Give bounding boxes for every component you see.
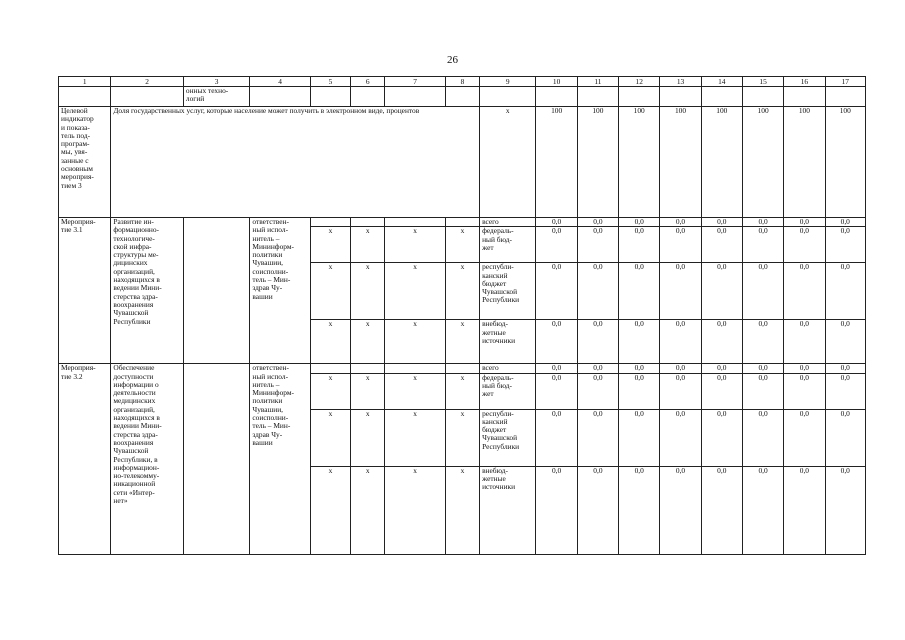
funding-value: 0,0 — [619, 409, 660, 466]
funding-value: 0,0 — [577, 373, 618, 409]
funding-value: 0,0 — [742, 364, 783, 373]
budget-code: x — [351, 320, 385, 364]
budget-code: x — [310, 373, 350, 409]
measure-description: Обеспечение доступности информации о деятельности медицинских организаций, находящихся в ведении Мини- стерства здра- воохранения Чувашской Республики, в информацион- но-телекомму- никационной сети «Интер- нет» — [111, 364, 184, 554]
funding-value: 0,0 — [742, 373, 783, 409]
funding-source: всего — [480, 364, 536, 373]
funding-value: 0,0 — [619, 218, 660, 227]
funding-value: 0,0 — [660, 218, 701, 227]
column-number: 13 — [660, 77, 701, 87]
funding-value: 0,0 — [660, 320, 701, 364]
budget-code: x — [445, 227, 479, 263]
funding-value: 0,0 — [825, 227, 865, 263]
budget-code: x — [445, 466, 479, 554]
budget-code — [445, 218, 479, 227]
funding-value: 0,0 — [825, 409, 865, 466]
funding-value: 0,0 — [742, 227, 783, 263]
funding-value: 0,0 — [825, 218, 865, 227]
funding-value: 0,0 — [619, 466, 660, 554]
budget-code: x — [445, 263, 479, 320]
funding-value: 0,0 — [784, 263, 825, 320]
funding-value: 0,0 — [784, 364, 825, 373]
funding-value: 0,0 — [701, 227, 742, 263]
funding-value: 0,0 — [536, 466, 577, 554]
budget-code: x — [310, 320, 350, 364]
indicator-label: Целевой индикатор и показа- тель под- програм- мы, увя- занные с основным мероприя- тием 3 — [59, 107, 111, 218]
indicator-value: 100 — [701, 107, 742, 218]
indicator-value: 100 — [577, 107, 618, 218]
column-number: 12 — [619, 77, 660, 87]
funding-source: федераль- ный бюд- жет — [480, 227, 536, 263]
column-number: 1 — [59, 77, 111, 87]
column-number: 5 — [310, 77, 350, 87]
budget-code: x — [385, 373, 445, 409]
funding-value: 0,0 — [660, 263, 701, 320]
indicator-value: 100 — [742, 107, 783, 218]
funding-value: 0,0 — [536, 364, 577, 373]
funding-value: 0,0 — [536, 263, 577, 320]
funding-value: 0,0 — [577, 227, 618, 263]
column-number: 9 — [480, 77, 536, 87]
funding-source: федераль- ный бюд- жет — [480, 373, 536, 409]
column-number: 16 — [784, 77, 825, 87]
funding-value: 0,0 — [825, 320, 865, 364]
column-number: 8 — [445, 77, 479, 87]
budget-code: x — [385, 227, 445, 263]
funding-value: 0,0 — [701, 320, 742, 364]
funding-value: 0,0 — [742, 466, 783, 554]
measure-executor: ответствен- ный испол- нитель – Мининформ- политики Чувашии, соисполни- тель – Мин- здрав Чу- вашии — [250, 218, 310, 364]
funding-value: 0,0 — [742, 218, 783, 227]
funding-value: 0,0 — [619, 373, 660, 409]
budget-code: x — [445, 373, 479, 409]
indicator-value: 100 — [619, 107, 660, 218]
funding-value: 0,0 — [577, 466, 618, 554]
measure-row — [59, 364, 866, 373]
funding-source: республи- канский бюджет Чувашской Республики — [480, 263, 536, 320]
funding-value: 0,0 — [784, 409, 825, 466]
funding-value: 0,0 — [742, 263, 783, 320]
funding-value: 0,0 — [701, 364, 742, 373]
budget-code: x — [310, 227, 350, 263]
funding-value: 0,0 — [619, 364, 660, 373]
column-number: 11 — [577, 77, 618, 87]
funding-value: 0,0 — [619, 227, 660, 263]
funding-value: 0,0 — [701, 409, 742, 466]
funding-value: 0,0 — [660, 409, 701, 466]
budget-code — [385, 364, 445, 373]
funding-value: 0,0 — [660, 364, 701, 373]
budget-code — [385, 218, 445, 227]
funding-value: 0,0 — [536, 218, 577, 227]
page-number: 26 — [447, 54, 458, 66]
measure-row — [59, 218, 866, 227]
funding-source: внебюд- жетные источники — [480, 466, 536, 554]
budget-code: x — [445, 409, 479, 466]
column-number-row — [59, 77, 866, 87]
funding-value: 0,0 — [577, 263, 618, 320]
funding-value: 0,0 — [742, 409, 783, 466]
program-table — [58, 76, 866, 555]
budget-code: x — [385, 320, 445, 364]
funding-source: республи- канский бюджет Чувашской Республики — [480, 409, 536, 466]
funding-value: 0,0 — [825, 364, 865, 373]
column-number: 6 — [351, 77, 385, 87]
column-number: 7 — [385, 77, 445, 87]
column-number: 4 — [250, 77, 310, 87]
measure-name: Мероприя- тие 3.1 — [59, 218, 111, 364]
budget-code: x — [445, 320, 479, 364]
funding-value: 0,0 — [784, 218, 825, 227]
budget-code: x — [310, 466, 350, 554]
measure-description: Развитие ин- формационно- технологиче- ской инфра- структуры ме- дицинских организаций, находящихся в ведении Мини- стерства здра- воохранения Чувашской Республики — [111, 218, 184, 364]
budget-code — [310, 364, 350, 373]
budget-code: x — [351, 466, 385, 554]
indicator-mark: x — [480, 107, 536, 218]
funding-value: 0,0 — [784, 320, 825, 364]
budget-code: x — [310, 263, 350, 320]
budget-code — [351, 364, 385, 373]
budget-code — [351, 218, 385, 227]
indicator-row — [59, 107, 866, 218]
budget-code: x — [385, 263, 445, 320]
funding-value: 0,0 — [619, 320, 660, 364]
funding-value: 0,0 — [577, 409, 618, 466]
column-number: 2 — [111, 77, 184, 87]
funding-value: 0,0 — [742, 320, 783, 364]
funding-value: 0,0 — [660, 227, 701, 263]
funding-value: 0,0 — [701, 373, 742, 409]
measure-name: Мероприя- тие 3.2 — [59, 364, 111, 554]
funding-value: 0,0 — [701, 263, 742, 320]
budget-code: x — [310, 409, 350, 466]
measure-executor: ответствен- ный испол- нитель – Мининформ- политики Чувашии, соисполни- тель – Мин- здрав Чу- вашии — [250, 364, 310, 554]
budget-code: x — [351, 373, 385, 409]
funding-value: 0,0 — [577, 218, 618, 227]
budget-code: x — [385, 409, 445, 466]
funding-value: 0,0 — [536, 409, 577, 466]
indicator-text: Доля государственных услуг, которые население может получить в электронном виде, процентов — [111, 107, 480, 218]
funding-value: 0,0 — [660, 373, 701, 409]
column-number: 3 — [183, 77, 249, 87]
continuation-row — [59, 87, 866, 107]
funding-value: 0,0 — [701, 466, 742, 554]
funding-value: 0,0 — [825, 373, 865, 409]
indicator-value: 100 — [825, 107, 865, 218]
funding-value: 0,0 — [825, 263, 865, 320]
empty-cell — [183, 364, 249, 554]
funding-value: 0,0 — [784, 227, 825, 263]
funding-value: 0,0 — [619, 263, 660, 320]
funding-value: 0,0 — [577, 364, 618, 373]
budget-code — [445, 364, 479, 373]
funding-value: 0,0 — [701, 218, 742, 227]
budget-code — [310, 218, 350, 227]
empty-cell — [183, 218, 249, 364]
funding-value: 0,0 — [536, 320, 577, 364]
funding-source: всего — [480, 218, 536, 227]
budget-code: x — [351, 409, 385, 466]
continuation-text: онных техно- логий — [183, 87, 249, 107]
column-number: 15 — [742, 77, 783, 87]
funding-source: внебюд- жетные источники — [480, 320, 536, 364]
indicator-value: 100 — [660, 107, 701, 218]
column-number: 14 — [701, 77, 742, 87]
indicator-value: 100 — [784, 107, 825, 218]
column-number: 17 — [825, 77, 865, 87]
funding-value: 0,0 — [784, 466, 825, 554]
indicator-value: 100 — [536, 107, 577, 218]
budget-code: x — [351, 263, 385, 320]
funding-value: 0,0 — [536, 227, 577, 263]
funding-value: 0,0 — [577, 320, 618, 364]
budget-code: x — [385, 466, 445, 554]
funding-value: 0,0 — [536, 373, 577, 409]
budget-code: x — [351, 227, 385, 263]
funding-value: 0,0 — [784, 373, 825, 409]
column-number: 10 — [536, 77, 577, 87]
funding-value: 0,0 — [660, 466, 701, 554]
funding-value: 0,0 — [825, 466, 865, 554]
